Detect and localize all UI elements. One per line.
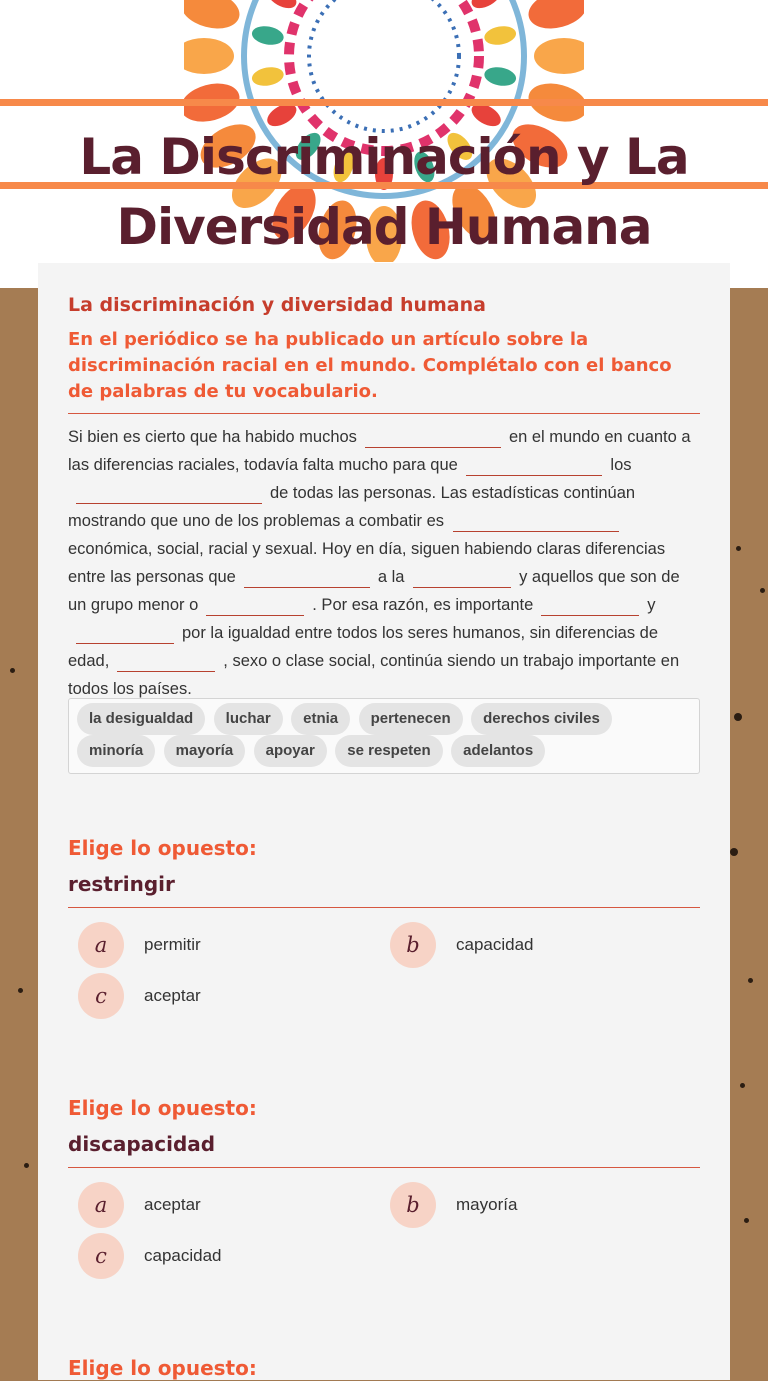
word-bank <box>68 698 700 774</box>
word-chip[interactable]: derechos civiles <box>471 703 612 735</box>
word-chip[interactable]: luchar <box>214 703 283 735</box>
passage-text: Si bien es cierto que ha habido muchos en el mundo en cuanto a las diferencias raciales, todavía falta mucho para que losde todas las personas. Las estadísticas continúan mostrando que uno de los problemas a combatir es económica, social, racial y sexual. Hoy en día, siguen habiendo claras diferencias entre las personas que a la y aquellos que son de un grupo menor o . Por esa razón, es importante ypor la igualdad entre todos los seres humanos, sin diferencias de edad, , sexo o clase social, continúa siendo un trabajo importante en todos los países. <box>68 428 691 698</box>
word-chip[interactable]: la desigualdad <box>77 703 205 735</box>
option-text: capacidad <box>144 1246 222 1265</box>
word-chip[interactable]: apoyar <box>254 735 327 767</box>
option-text: aceptar <box>144 1195 201 1214</box>
word-chip[interactable]: adelantos <box>451 735 545 767</box>
divider <box>68 413 700 414</box>
section-instructions: En el periódico se ha publicado un artículo sobre la discriminación racial en el mundo. Complétalo con el banco de palabras de tu vocabulario. <box>68 329 672 402</box>
fill-in-section <box>68 293 700 703</box>
blank-input-4[interactable] <box>453 515 619 532</box>
blank-input-8[interactable] <box>541 599 639 616</box>
option-letter: c <box>78 1233 124 1279</box>
option-letter: a <box>78 922 124 968</box>
word-chip[interactable]: etnia <box>291 703 350 735</box>
section-heading: La discriminación y diversidad humana <box>68 294 486 316</box>
page-header <box>0 0 768 288</box>
blank-input-1[interactable] <box>365 431 501 448</box>
question-word: restringir <box>68 872 175 896</box>
option-text: aceptar <box>144 986 201 1005</box>
blank-input-6[interactable] <box>413 571 511 588</box>
option-letter: c <box>78 973 124 1019</box>
divider <box>68 1167 700 1168</box>
question-3 <box>68 1355 700 1381</box>
option-text: permitir <box>144 935 201 954</box>
blank-input-2[interactable] <box>466 459 602 476</box>
option-b[interactable] <box>390 1182 690 1228</box>
question-2 <box>68 1095 700 1168</box>
word-chip[interactable]: minoría <box>77 735 155 767</box>
option-text: capacidad <box>456 935 534 954</box>
option-b[interactable] <box>390 922 690 968</box>
blank-input-3[interactable] <box>76 487 262 504</box>
word-chip[interactable]: pertenecen <box>359 703 463 735</box>
option-c[interactable] <box>78 1233 378 1279</box>
blank-input-7[interactable] <box>206 599 304 616</box>
blank-input-9[interactable] <box>76 627 174 644</box>
option-text: mayoría <box>456 1195 518 1214</box>
option-letter: a <box>78 1182 124 1228</box>
blank-input-10[interactable] <box>117 655 215 672</box>
page-title: La Discriminación y La Diversidad Humana <box>79 128 689 256</box>
question-prompt: Elige lo opuesto: <box>68 1356 257 1380</box>
question-word: discapacidad <box>68 1132 216 1156</box>
blank-input-5[interactable] <box>244 571 370 588</box>
worksheet-card <box>38 263 730 1380</box>
word-chip[interactable]: se respeten <box>335 735 442 767</box>
option-c[interactable] <box>78 973 378 1019</box>
option-a[interactable] <box>78 1182 378 1228</box>
option-letter: b <box>390 922 436 968</box>
header-stripe-top <box>0 99 768 106</box>
word-chip[interactable]: mayoría <box>164 735 246 767</box>
question-prompt: Elige lo opuesto: <box>68 1096 257 1120</box>
divider <box>68 907 700 908</box>
option-a[interactable] <box>78 922 378 968</box>
question-prompt: Elige lo opuesto: <box>68 836 257 860</box>
question-1 <box>68 835 700 908</box>
option-letter: b <box>390 1182 436 1228</box>
